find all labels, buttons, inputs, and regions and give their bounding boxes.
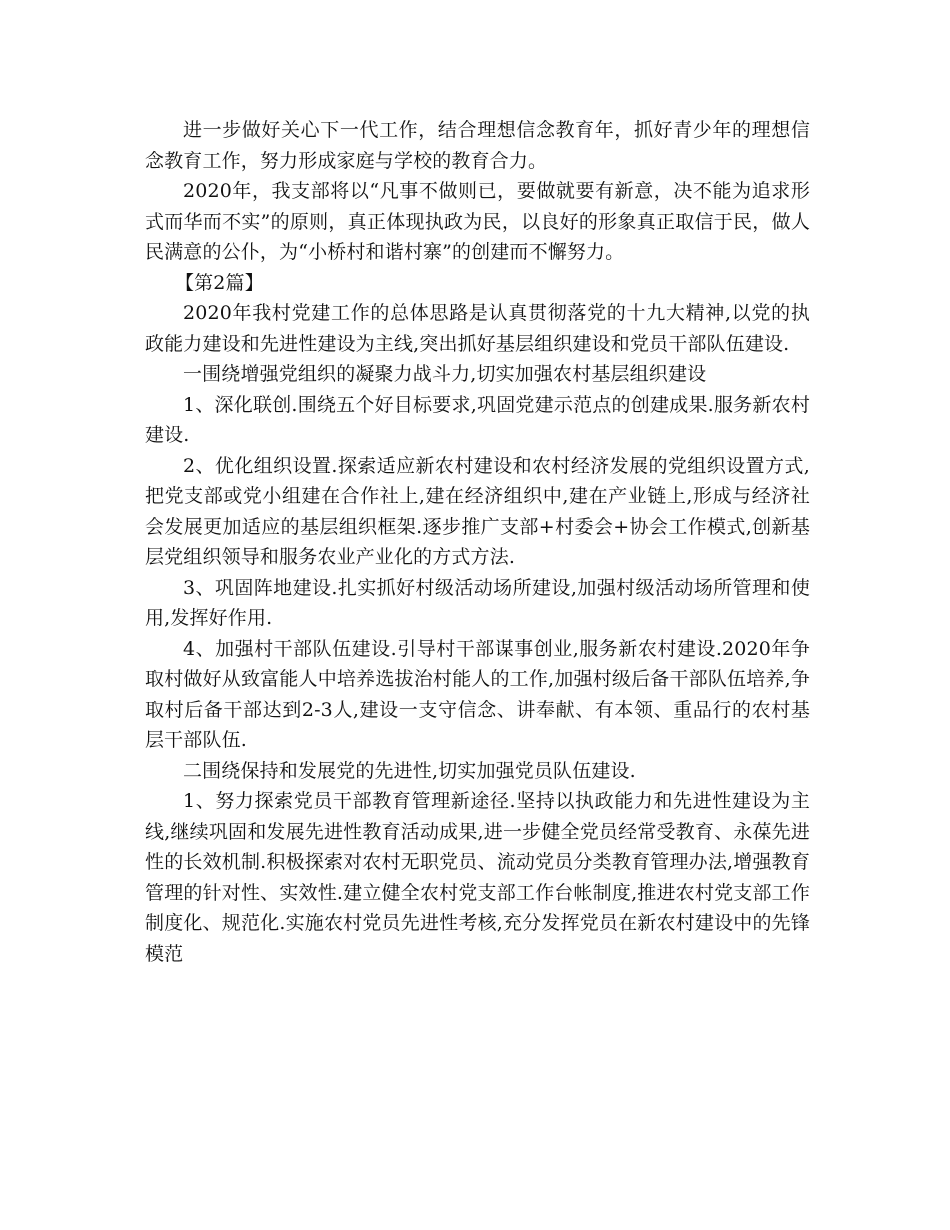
paragraph-8: 4、加强村干部队伍建设.引导村干部谋事创业,服务新农村建设.2020年争取村做好从致富能人中培养选拔治村能人的工作,加强村级后备干部队伍培养,争取村后备干部达到2-3人,建设一支守信念、讲奉献、有本领、重品行的农村基层干部队伍. bbox=[145, 637, 810, 751]
paragraph-5: 1、深化联创.围绕五个好目标要求,巩固党建示范点的创建成果.服务新农村建设. bbox=[145, 393, 810, 446]
paragraph-4: 一围绕增强党组织的凝聚力战斗力,切实加强农村基层组织建设 bbox=[183, 363, 707, 385]
section-heading: 【第2篇】 bbox=[175, 271, 264, 294]
paragraph-3: 2020年我村党建工作的总体思路是认真贯彻落党的十九大精神,以党的执政能力建设和先进性建设为主线,突出抓好基层组织建设和党员干部队伍建设. bbox=[145, 302, 810, 355]
paragraph-9: 二围绕保持和发展党的先进性,切实加强党员队伍建设. bbox=[183, 759, 636, 782]
document-page bbox=[145, 115, 810, 969]
paragraph-7: 3、巩固阵地建设.扎实抓好村级活动场所建设,加强村级活动场所管理和使用,发挥好作用. bbox=[145, 576, 810, 629]
paragraph-10: 1、努力探索党员干部教育管理新途径.坚持以执政能力和先进性建设为主线,继续巩固和发展先进性教育活动成果,进一步健全党员经常受教育、永葆先进性的长效机制.积极探索对农村无职党员、流动党员分类教育管理办法,增强教育管理的针对性、实效性.建立健全农村党支部工作台帐制度,推进农村党支部工作制度化、规范化.实施农村党员先进性考核,充分发挥党员在新农村建设中的先锋模范 bbox=[145, 790, 810, 965]
paragraph-6: 2、优化组织设置.探索适应新农村建设和农村经济发展的党组织设置方式,把党支部或党小组建在合作社上,建在经济组织中,建在产业链上,形成与经济社会发展更加适应的基层组织框架.逐步推广支部+村委会+协会工作模式,创新基层党组织领导和服务农业产业化的方式方法. bbox=[145, 454, 810, 568]
paragraph-1: 进一步做好关心下一代工作，结合理想信念教育年，抓好青少年的理想信念教育工作，努力形成家庭与学校的教育合力。 bbox=[145, 119, 810, 172]
paragraph-2: 2020年，我支部将以“凡事不做则已，要做就要有新意，决不能为追求形式而华而不实”的原则，真正体现执政为民，以良好的形象真正取信于民，做人民满意的公仆，为“小桥村和谐村寨”的创建而不懈努力。 bbox=[145, 180, 810, 263]
